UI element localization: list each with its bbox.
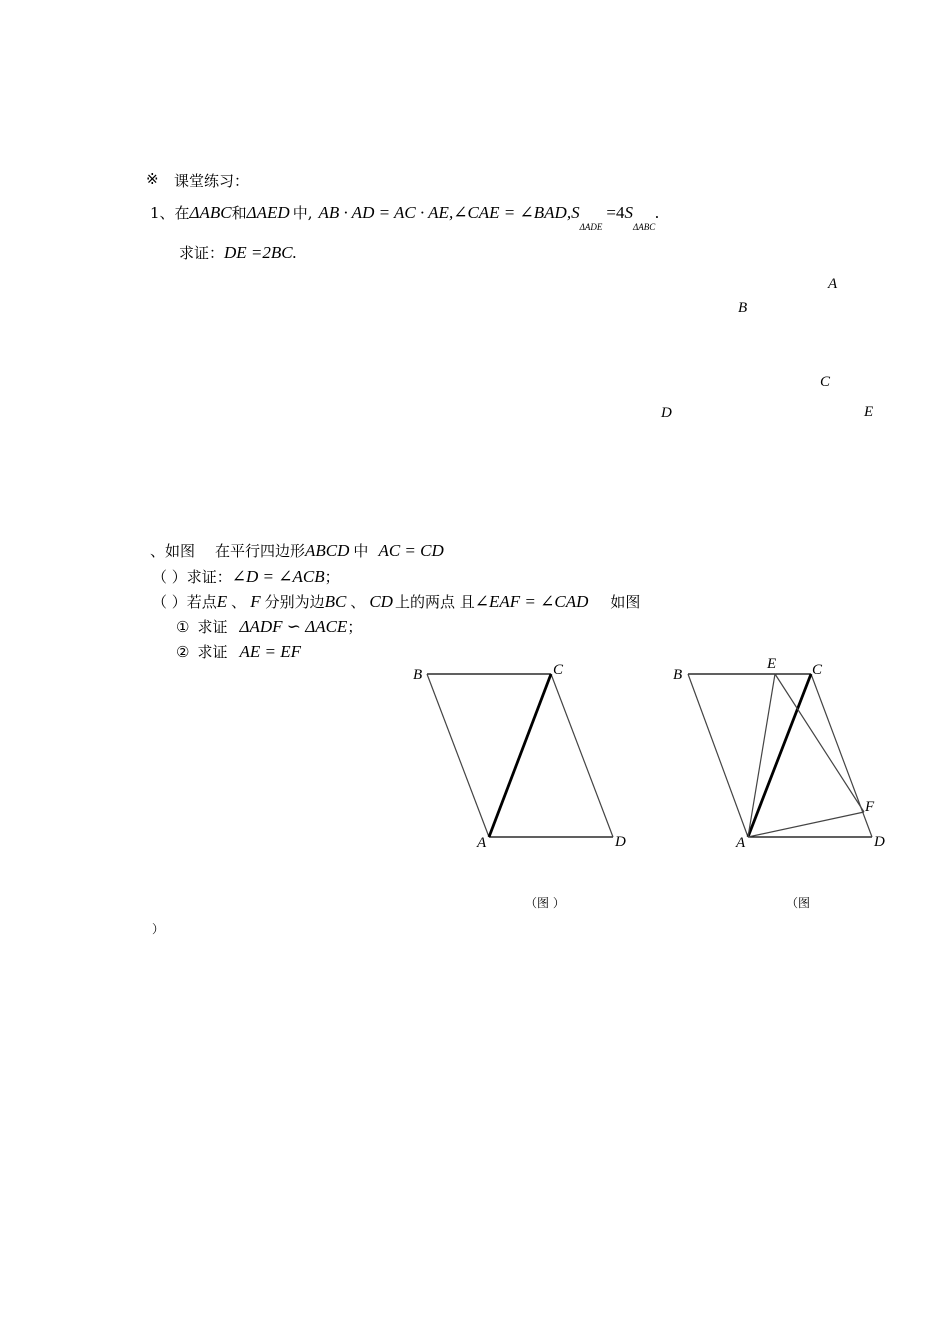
part-2-prefix: （ ）若点 [152, 593, 217, 611]
part-1-expression: ∠D = ∠ACB [231, 567, 325, 586]
part-2-mid: 分别为边 [264, 593, 325, 611]
angle-equation: ∠CAE = ∠BAD [453, 203, 567, 222]
fig3-label-c: C [812, 662, 823, 678]
fig1-label-b: B [738, 300, 748, 316]
intro-text: 、如图 [150, 542, 196, 560]
fig3-label-a: A [736, 835, 746, 851]
section-mark: ※ [146, 170, 159, 188]
part-2-end: 如图 [610, 593, 641, 611]
separator-sides: 、 [350, 593, 366, 611]
fig2-label-c: C [553, 662, 564, 678]
intro-text-3: 中 [353, 542, 369, 560]
sub-1-mark: ① [176, 618, 190, 636]
fig3-label-d: D [874, 834, 885, 850]
sub-1-expression: ΔADF ∽ ΔACE [239, 617, 348, 636]
fig3-segment-ef [775, 674, 864, 812]
area-left-subscript: ΔADE [579, 222, 603, 232]
separator-ef: 、 [231, 593, 247, 611]
fig1-label-c: C [820, 374, 831, 390]
part-1-prefix: （ ）求证： [152, 568, 232, 586]
point-e: E [216, 592, 228, 611]
separator-2: , [566, 203, 572, 222]
fig3-edge-ba [688, 674, 748, 837]
area-left: S [571, 203, 580, 222]
area-factor: =4 [606, 203, 625, 222]
sub-1-label: 求证 [197, 618, 228, 636]
fig1-label-d: D [661, 405, 672, 421]
prove-label: 求证： [179, 244, 225, 262]
sub-1-end: ； [347, 618, 363, 636]
point-f: F [250, 592, 261, 611]
product-equation: AB · AD = AC · AE [318, 203, 449, 222]
angle-condition: ∠EAF = ∠CAD [474, 592, 589, 611]
separator-1: , [448, 203, 454, 222]
fig2-label-a: A [477, 835, 487, 851]
fig1-label-a: A [828, 276, 838, 292]
fig2-edge-ba [427, 674, 489, 837]
parallelogram-name: ABCD [305, 541, 350, 560]
prove-end: . [292, 243, 297, 262]
end-period: . [655, 203, 660, 222]
sub-2-label: 求证 [197, 643, 228, 661]
problem-1-number: 1、在 [150, 204, 190, 222]
area-right: S [624, 203, 633, 222]
fig3-diagonal-ac [748, 674, 811, 837]
fig2-label-b: B [413, 667, 423, 683]
fig3-label-b: B [673, 667, 683, 683]
and-word: 和 [231, 204, 247, 222]
condition-ac-cd: AC = CD [378, 541, 444, 560]
prove-expression: DE =2BC [224, 243, 293, 262]
caption-figure-right-close: ） [152, 922, 165, 936]
intro-text-2: 在平行四边形 [215, 542, 306, 560]
area-right-subscript: ΔABC [632, 222, 656, 232]
side-bc: BC [324, 592, 347, 611]
part-1-end: ； [324, 568, 340, 586]
fig3-label-e: E [767, 656, 777, 672]
part-2-mid-2: 上的两点 且 [394, 593, 475, 611]
fig3-segment-af [748, 812, 864, 837]
fig3-label-f: F [865, 799, 875, 815]
fig3-segment-ae [748, 674, 775, 837]
triangle-aed: ΔAED [246, 203, 290, 222]
fig2-edge-cd [551, 674, 613, 837]
caption-figure-right: （图 [786, 896, 811, 910]
sub-2-expression: AE = EF [239, 642, 301, 661]
triangle-abc: ΔABC [189, 203, 232, 222]
middle-word: 中, [292, 204, 313, 222]
side-cd: CD [369, 592, 393, 611]
fig2-diagonal-ac [489, 674, 551, 837]
fig2-label-d: D [615, 834, 626, 850]
caption-figure-left: （图 ） [525, 896, 565, 910]
fig1-label-e: E [864, 404, 874, 420]
section-title: 课堂练习： [174, 172, 250, 190]
sub-2-mark: ② [176, 643, 190, 661]
